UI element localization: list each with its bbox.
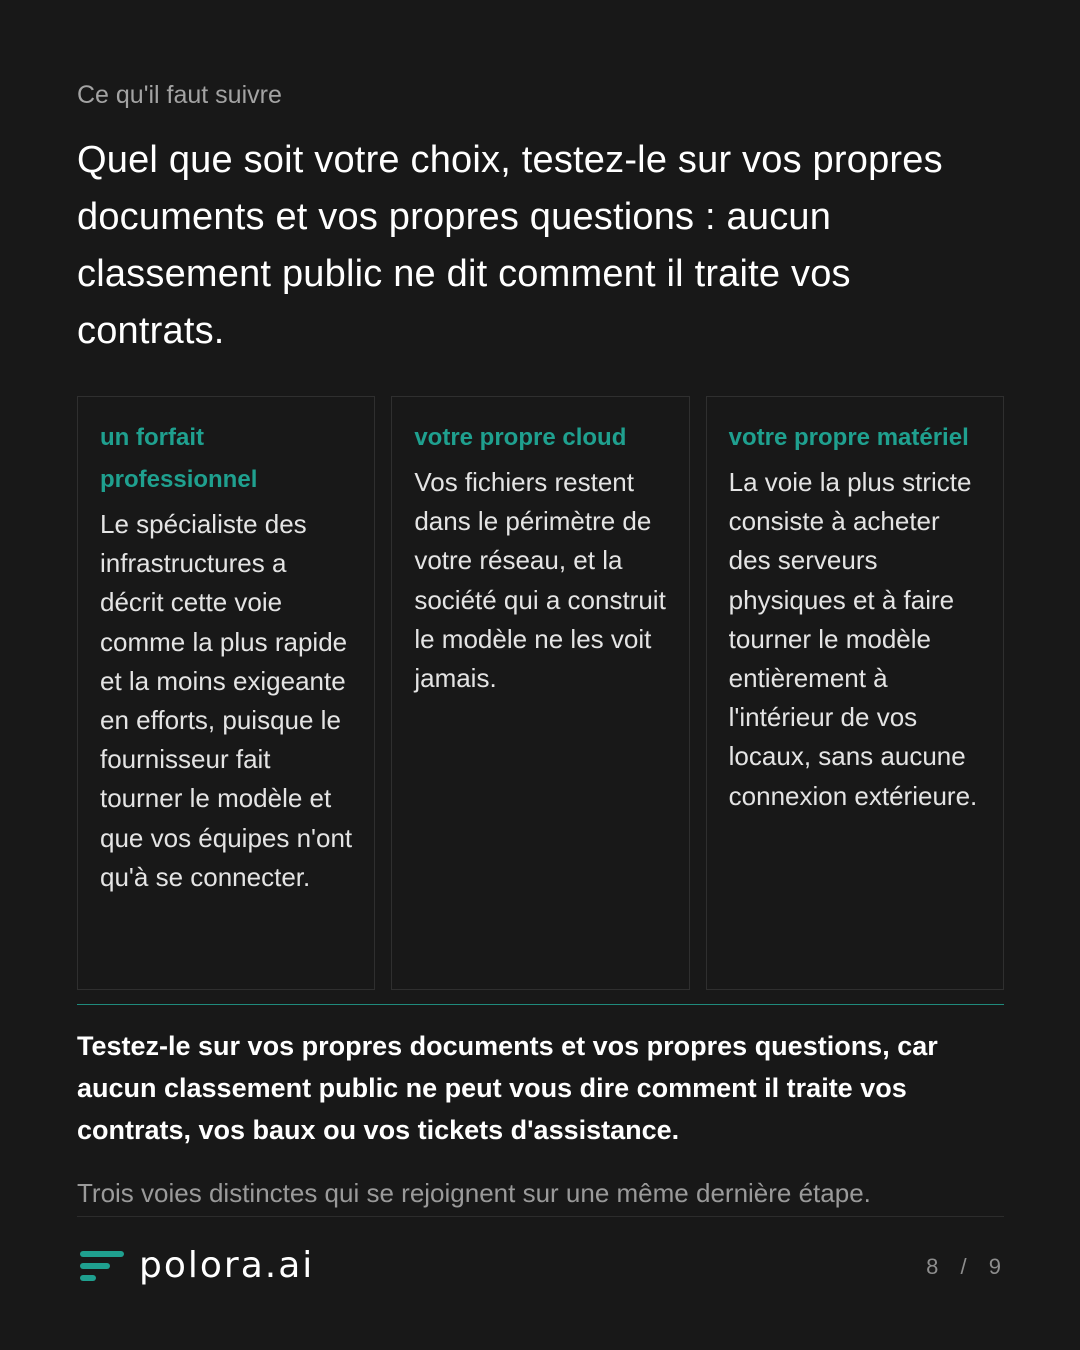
option-card-body: Le spécialiste des infrastructures a décrit cette voie comme la plus rapide et la moins exigeante en efforts, puisque le fournisseur fait tourner le modèle et que vos équipes n'ont qu'à se connecter. [100,509,353,892]
footer-divider [77,1216,1004,1217]
page-total: 9 [988,1254,1002,1279]
option-card-title: un forfait professionnel [100,424,258,493]
accent-divider [77,1004,1004,1005]
option-card-managed [77,396,375,990]
headline: Quel que soit votre choix, testez-le sur vos propres documents et vos propres questions : aucun classement public ne dit comment il traite vos contrats. [77,139,943,352]
callout-text: Testez-le sur vos propres documents et vos propres questions, car aucun classement public ne peut vous dire comment il traite vos contrats, vos baux ou vos tickets d'assistance. [77,1031,938,1145]
option-card-body: La voie la plus stricte consiste à acheter des serveurs physiques et à faire tourner le modèle entièrement à l'intérieur de vos locaux, sans aucune connexion extérieure. [728,467,978,811]
brand-name: polora.ai [139,1245,315,1286]
option-card-title: votre propre cloud [414,424,627,451]
option-card-body: Vos fichiers restent dans le périmètre de votre réseau, et la société qui a construit le modèle ne les voit jamais. [414,467,666,694]
eyebrow-label: Ce qu'il faut suivre [77,81,282,109]
caption-text: Trois voies distinctes qui se rejoignent sur une même dernière étape. [77,1178,871,1208]
polora-logo-bars-icon [80,1251,124,1281]
page-current: 8 [926,1254,940,1279]
brand-logo [80,1240,314,1292]
option-card-hardware [706,396,1004,990]
options-cards [77,396,1004,990]
page-separator: / [960,1254,968,1279]
footer [77,1240,1004,1292]
page-indicator [926,1240,1002,1292]
option-card-title: votre propre matériel [728,424,969,451]
option-card-cloud [391,396,689,990]
